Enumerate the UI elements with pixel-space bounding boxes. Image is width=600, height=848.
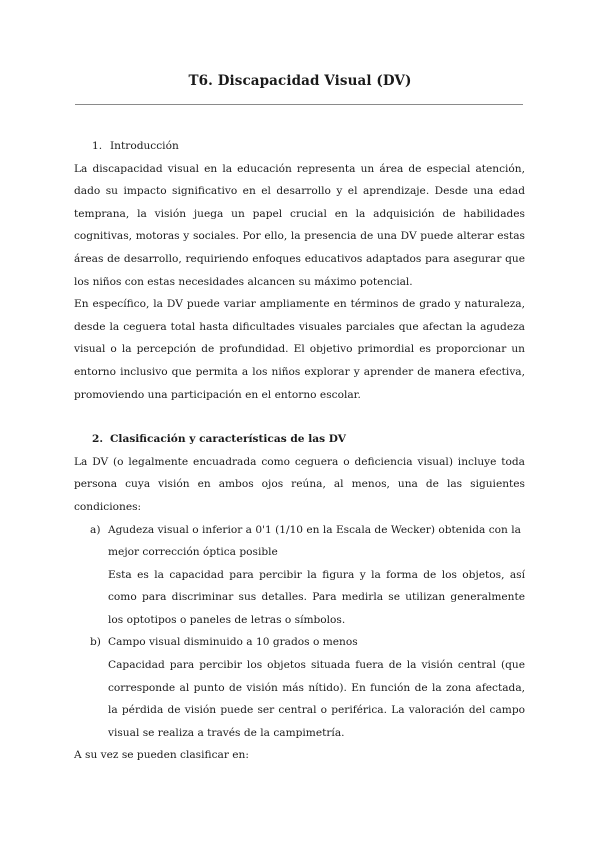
list-item-b-marker: b) — [90, 636, 101, 649]
list-item-b-description: Capacidad para percibir los objetos situada fuera de la visión central (que corresponde al punto de visión más nítido). En función de la zona afectada, la pérdida de visión puede ser central o periférica. La valoración del campo visual se realiza a través de la campimetría. — [108, 659, 525, 739]
section-1-title: Introducción — [110, 140, 179, 152]
section-2-number: 2. — [92, 433, 104, 446]
list-item-b-title: Campo visual disminuido a 10 grados o menos — [108, 636, 358, 649]
section-1-paragraph-2: En específico, la DV puede variar ampliamente en términos de grado y naturaleza, desde la ceguera total hasta dificultades visuales parciales que afectan la agudeza visual o la percepción de profundidad. El objetivo primordial es proporcionar un entorno inclusivo que permita a los niños explorar y aprender de manera efectiva, promoviendo una participación en el entorno escolar. — [74, 298, 525, 401]
section-1-heading — [74, 135, 525, 158]
section-spacer — [74, 406, 525, 428]
list-item-a-description: Esta es la capacidad para percibir la figura y la forma de los objetos, así como para discriminar sus detalles. Para medirla se utilizan generalmente los optotipos o paneles de letras o símbolos. — [108, 568, 525, 626]
section-2-heading — [74, 428, 525, 451]
section-1-paragraph-1: La discapacidad visual en la educación representa un área de especial atención, dado su impacto significativo en el desarrollo y el aprendizaje. Desde una edad temprana, la visión juega un papel crucial en la adquisición de habilidades cognitivas, motoras y sociales. Por ello, la presencia de una DV puede alterar estas áreas de desarrollo, requiriendo enfoques educativos adaptados para asegurar que los niños con estas necesidades alcancen su máximo potencial. — [74, 162, 525, 288]
list-item-b — [74, 631, 525, 744]
list-item-a-title: Agudeza visual o inferior a 0'1 (1/10 en la Escala de Wecker) obtenida con la mejor corrección óptica posible — [108, 523, 521, 559]
section-2-title: Clasificación y características de las DV — [110, 433, 346, 446]
title-divider — [75, 104, 523, 105]
section-2-intro: La DV (o legalmente encuadrada como ceguera o deficiencia visual) incluye toda persona cuya visión en ambos ojos reúna, al menos, una de las siguientes condiciones: — [74, 455, 525, 513]
list-item-a-marker: a) — [90, 523, 101, 536]
section-2-closing: A su vez se pueden clasificar en: — [74, 749, 249, 762]
list-item-a — [74, 519, 525, 632]
document-body — [74, 135, 525, 767]
section-1-number: 1. — [92, 140, 103, 152]
document-title: T6. Discapacidad Visual (DV) — [188, 73, 412, 89]
